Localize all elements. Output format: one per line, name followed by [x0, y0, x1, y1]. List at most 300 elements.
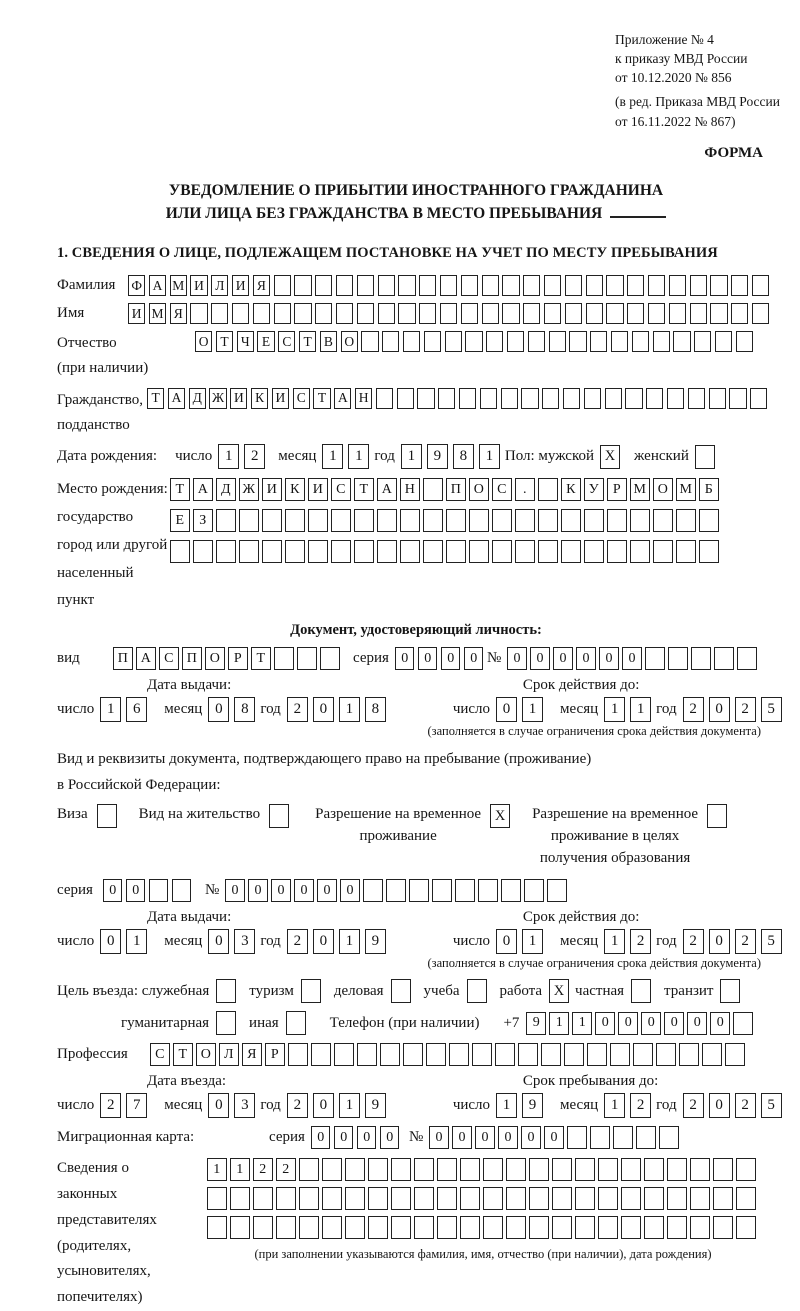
char-cell[interactable]	[288, 1043, 308, 1066]
char-cell[interactable]: Е	[257, 331, 274, 352]
char-cell[interactable]	[299, 1158, 319, 1181]
char-cell[interactable]: 0	[496, 929, 517, 954]
char-cell[interactable]: 0	[311, 1126, 331, 1149]
char-cell[interactable]	[354, 509, 374, 532]
char-cell[interactable]	[694, 331, 711, 352]
char-cell[interactable]	[502, 275, 519, 296]
char-cell[interactable]	[690, 303, 707, 324]
purpose-other-checkbox[interactable]	[286, 1011, 306, 1035]
char-cell[interactable]	[587, 1043, 607, 1066]
sex-female-checkbox[interactable]	[695, 445, 715, 469]
char-cell[interactable]: 1	[630, 697, 651, 722]
char-cell[interactable]: Т	[173, 1043, 193, 1066]
char-cell[interactable]	[239, 509, 259, 532]
char-cell[interactable]	[469, 540, 489, 563]
char-cell[interactable]: 2	[253, 1158, 273, 1181]
char-cell[interactable]	[424, 331, 441, 352]
char-cell[interactable]	[232, 303, 249, 324]
char-cell[interactable]	[417, 388, 434, 409]
char-cell[interactable]: 0	[357, 1126, 377, 1149]
char-cell[interactable]: 5	[761, 1093, 782, 1118]
char-cell[interactable]	[598, 1187, 618, 1210]
char-cell[interactable]: Р	[607, 478, 627, 501]
char-cell[interactable]	[549, 331, 566, 352]
char-cell[interactable]	[688, 388, 705, 409]
purpose-work-checkbox[interactable]: X	[549, 979, 569, 1003]
char-cell[interactable]	[445, 331, 462, 352]
char-cell[interactable]: Я	[170, 303, 187, 324]
char-cell[interactable]	[630, 509, 650, 532]
char-cell[interactable]: 1	[479, 444, 500, 469]
char-cell[interactable]	[523, 275, 540, 296]
char-cell[interactable]	[446, 540, 466, 563]
char-cell[interactable]: 0	[576, 647, 596, 670]
purpose-study-checkbox[interactable]	[467, 979, 487, 1003]
char-cell[interactable]	[501, 388, 518, 409]
char-cell[interactable]	[170, 540, 190, 563]
char-cell[interactable]: И	[128, 303, 145, 324]
char-cell[interactable]	[262, 509, 282, 532]
char-cell[interactable]	[669, 303, 686, 324]
char-cell[interactable]	[515, 509, 535, 532]
char-cell[interactable]	[469, 509, 489, 532]
char-cell[interactable]: 1	[218, 444, 239, 469]
char-cell[interactable]: 1	[522, 697, 543, 722]
char-cell[interactable]: П	[182, 647, 202, 670]
char-cell[interactable]	[331, 509, 351, 532]
char-cell[interactable]	[322, 1158, 342, 1181]
char-cell[interactable]: 0	[710, 1012, 730, 1035]
char-cell[interactable]	[331, 540, 351, 563]
char-cell[interactable]	[714, 647, 734, 670]
char-cell[interactable]: 0	[340, 879, 360, 902]
purpose-private-checkbox[interactable]	[631, 979, 651, 1003]
char-cell[interactable]: А	[334, 388, 351, 409]
char-cell[interactable]	[285, 540, 305, 563]
char-cell[interactable]	[667, 1187, 687, 1210]
char-cell[interactable]: Я	[253, 275, 270, 296]
char-cell[interactable]	[636, 1126, 656, 1149]
char-cell[interactable]	[460, 1158, 480, 1181]
char-cell[interactable]	[334, 1043, 354, 1066]
char-cell[interactable]	[345, 1158, 365, 1181]
char-cell[interactable]	[230, 1187, 250, 1210]
char-cell[interactable]	[598, 1216, 618, 1239]
char-cell[interactable]	[414, 1216, 434, 1239]
char-cell[interactable]	[552, 1187, 572, 1210]
char-cell[interactable]	[274, 275, 291, 296]
char-cell[interactable]	[669, 275, 686, 296]
char-cell[interactable]: 2	[100, 1093, 121, 1118]
char-cell[interactable]: Л	[219, 1043, 239, 1066]
char-cell[interactable]: Т	[147, 388, 164, 409]
char-cell[interactable]	[230, 1216, 250, 1239]
char-cell[interactable]: 8	[234, 697, 255, 722]
char-cell[interactable]	[276, 1187, 296, 1210]
char-cell[interactable]: 0	[709, 1093, 730, 1118]
char-cell[interactable]: 0	[553, 647, 573, 670]
char-cell[interactable]: 0	[100, 929, 121, 954]
char-cell[interactable]	[506, 1216, 526, 1239]
char-cell[interactable]	[538, 509, 558, 532]
char-cell[interactable]	[377, 540, 397, 563]
char-cell[interactable]	[575, 1216, 595, 1239]
char-cell[interactable]	[495, 1043, 515, 1066]
char-cell[interactable]	[193, 540, 213, 563]
char-cell[interactable]	[440, 303, 457, 324]
char-cell[interactable]	[380, 1043, 400, 1066]
char-cell[interactable]: А	[377, 478, 397, 501]
char-cell[interactable]	[713, 1158, 733, 1181]
char-cell[interactable]: 0	[334, 1126, 354, 1149]
char-cell[interactable]: 3	[234, 1093, 255, 1118]
char-cell[interactable]	[274, 647, 294, 670]
char-cell[interactable]: 0	[498, 1126, 518, 1149]
purpose-transit-checkbox[interactable]	[720, 979, 740, 1003]
char-cell[interactable]	[690, 1158, 710, 1181]
char-cell[interactable]	[403, 1043, 423, 1066]
char-cell[interactable]	[521, 388, 538, 409]
char-cell[interactable]: 6	[126, 697, 147, 722]
char-cell[interactable]: Т	[170, 478, 190, 501]
char-cell[interactable]	[274, 303, 291, 324]
char-cell[interactable]	[667, 388, 684, 409]
char-cell[interactable]	[733, 1012, 753, 1035]
char-cell[interactable]	[676, 509, 696, 532]
char-cell[interactable]	[478, 879, 498, 902]
char-cell[interactable]	[492, 540, 512, 563]
char-cell[interactable]	[691, 647, 711, 670]
char-cell[interactable]	[378, 275, 395, 296]
char-cell[interactable]	[397, 388, 414, 409]
char-cell[interactable]: Р	[228, 647, 248, 670]
char-cell[interactable]	[538, 478, 558, 501]
char-cell[interactable]	[552, 1216, 572, 1239]
char-cell[interactable]: 0	[294, 879, 314, 902]
char-cell[interactable]	[239, 540, 259, 563]
char-cell[interactable]	[575, 1187, 595, 1210]
char-cell[interactable]: Н	[400, 478, 420, 501]
char-cell[interactable]: 3	[234, 929, 255, 954]
char-cell[interactable]	[752, 275, 769, 296]
char-cell[interactable]	[736, 1216, 756, 1239]
char-cell[interactable]	[605, 388, 622, 409]
char-cell[interactable]	[438, 388, 455, 409]
char-cell[interactable]	[656, 1043, 676, 1066]
char-cell[interactable]: 0	[599, 647, 619, 670]
visa-checkbox[interactable]	[97, 804, 117, 828]
char-cell[interactable]: К	[285, 478, 305, 501]
char-cell[interactable]	[690, 275, 707, 296]
char-cell[interactable]	[483, 1158, 503, 1181]
char-cell[interactable]	[377, 509, 397, 532]
char-cell[interactable]: 0	[641, 1012, 661, 1035]
char-cell[interactable]	[668, 647, 688, 670]
char-cell[interactable]: И	[190, 275, 207, 296]
char-cell[interactable]	[357, 275, 374, 296]
char-cell[interactable]: А	[193, 478, 213, 501]
char-cell[interactable]	[460, 1216, 480, 1239]
char-cell[interactable]: 1	[496, 1093, 517, 1118]
char-cell[interactable]: О	[341, 331, 358, 352]
char-cell[interactable]: Т	[313, 388, 330, 409]
char-cell[interactable]: 0	[475, 1126, 495, 1149]
char-cell[interactable]: З	[193, 509, 213, 532]
char-cell[interactable]: 1	[100, 697, 121, 722]
char-cell[interactable]	[750, 388, 767, 409]
char-cell[interactable]	[667, 1216, 687, 1239]
char-cell[interactable]: 1	[339, 1093, 360, 1118]
char-cell[interactable]	[725, 1043, 745, 1066]
char-cell[interactable]	[702, 1043, 722, 1066]
char-cell[interactable]	[419, 303, 436, 324]
char-cell[interactable]	[419, 275, 436, 296]
purpose-official-checkbox[interactable]	[216, 979, 236, 1003]
char-cell[interactable]	[437, 1187, 457, 1210]
char-cell[interactable]	[713, 1216, 733, 1239]
char-cell[interactable]	[483, 1187, 503, 1210]
char-cell[interactable]	[398, 275, 415, 296]
char-cell[interactable]: 1	[572, 1012, 592, 1035]
char-cell[interactable]: 1	[207, 1158, 227, 1181]
char-cell[interactable]	[523, 303, 540, 324]
char-cell[interactable]	[632, 331, 649, 352]
char-cell[interactable]: Л	[211, 275, 228, 296]
char-cell[interactable]	[667, 1158, 687, 1181]
char-cell[interactable]	[276, 1216, 296, 1239]
char-cell[interactable]: Т	[299, 331, 316, 352]
char-cell[interactable]: 9	[522, 1093, 543, 1118]
char-cell[interactable]: 9	[427, 444, 448, 469]
char-cell[interactable]	[253, 1216, 273, 1239]
char-cell[interactable]: В	[320, 331, 337, 352]
char-cell[interactable]	[575, 1158, 595, 1181]
char-cell[interactable]	[172, 879, 192, 902]
char-cell[interactable]	[646, 388, 663, 409]
char-cell[interactable]	[584, 509, 604, 532]
char-cell[interactable]	[391, 1187, 411, 1210]
char-cell[interactable]: Н	[355, 388, 372, 409]
char-cell[interactable]: 1	[348, 444, 369, 469]
char-cell[interactable]	[506, 1187, 526, 1210]
char-cell[interactable]	[610, 1043, 630, 1066]
char-cell[interactable]: 1	[522, 929, 543, 954]
char-cell[interactable]: 2	[287, 929, 308, 954]
char-cell[interactable]	[565, 275, 582, 296]
char-cell[interactable]	[524, 879, 544, 902]
char-cell[interactable]: 0	[507, 647, 527, 670]
char-cell[interactable]	[607, 540, 627, 563]
char-cell[interactable]	[449, 1043, 469, 1066]
char-cell[interactable]: С	[331, 478, 351, 501]
char-cell[interactable]: 8	[365, 697, 386, 722]
char-cell[interactable]	[480, 388, 497, 409]
char-cell[interactable]: О	[653, 478, 673, 501]
char-cell[interactable]: О	[196, 1043, 216, 1066]
char-cell[interactable]: К	[561, 478, 581, 501]
char-cell[interactable]	[518, 1043, 538, 1066]
char-cell[interactable]: 0	[103, 879, 123, 902]
char-cell[interactable]: О	[195, 331, 212, 352]
char-cell[interactable]: 2	[630, 1093, 651, 1118]
char-cell[interactable]	[607, 509, 627, 532]
char-cell[interactable]	[149, 879, 169, 902]
char-cell[interactable]	[606, 303, 623, 324]
char-cell[interactable]	[382, 331, 399, 352]
char-cell[interactable]: Д	[189, 388, 206, 409]
char-cell[interactable]	[398, 303, 415, 324]
char-cell[interactable]: Т	[251, 647, 271, 670]
char-cell[interactable]: М	[676, 478, 696, 501]
char-cell[interactable]	[625, 388, 642, 409]
char-cell[interactable]	[354, 540, 374, 563]
char-cell[interactable]: .	[515, 478, 535, 501]
char-cell[interactable]: 2	[276, 1158, 296, 1181]
char-cell[interactable]: Ж	[239, 478, 259, 501]
char-cell[interactable]	[709, 388, 726, 409]
char-cell[interactable]: 1	[126, 929, 147, 954]
char-cell[interactable]: К	[251, 388, 268, 409]
char-cell[interactable]	[627, 303, 644, 324]
edu-permit-checkbox[interactable]	[707, 804, 727, 828]
char-cell[interactable]	[507, 331, 524, 352]
char-cell[interactable]	[336, 275, 353, 296]
char-cell[interactable]	[561, 540, 581, 563]
char-cell[interactable]: 0	[126, 879, 146, 902]
char-cell[interactable]	[648, 275, 665, 296]
temp-permit-checkbox[interactable]: X	[490, 804, 510, 828]
char-cell[interactable]	[368, 1158, 388, 1181]
char-cell[interactable]	[565, 303, 582, 324]
char-cell[interactable]	[538, 540, 558, 563]
char-cell[interactable]	[308, 509, 328, 532]
char-cell[interactable]	[644, 1158, 664, 1181]
char-cell[interactable]	[653, 540, 673, 563]
char-cell[interactable]	[644, 1216, 664, 1239]
char-cell[interactable]	[544, 275, 561, 296]
char-cell[interactable]: 2	[630, 929, 651, 954]
char-cell[interactable]	[216, 509, 236, 532]
char-cell[interactable]: П	[113, 647, 133, 670]
char-cell[interactable]: Е	[170, 509, 190, 532]
char-cell[interactable]: 0	[464, 647, 484, 670]
char-cell[interactable]: 0	[380, 1126, 400, 1149]
char-cell[interactable]: 0	[618, 1012, 638, 1035]
char-cell[interactable]: 0	[530, 647, 550, 670]
char-cell[interactable]: 0	[208, 697, 229, 722]
char-cell[interactable]	[502, 303, 519, 324]
char-cell[interactable]	[544, 303, 561, 324]
char-cell[interactable]: 1	[604, 1093, 625, 1118]
char-cell[interactable]: И	[272, 388, 289, 409]
char-cell[interactable]	[285, 509, 305, 532]
char-cell[interactable]	[253, 1187, 273, 1210]
char-cell[interactable]	[659, 1126, 679, 1149]
char-cell[interactable]: 1	[549, 1012, 569, 1035]
char-cell[interactable]	[736, 331, 753, 352]
char-cell[interactable]: 0	[664, 1012, 684, 1035]
char-cell[interactable]: 2	[683, 1093, 704, 1118]
char-cell[interactable]: 1	[339, 697, 360, 722]
char-cell[interactable]	[483, 1216, 503, 1239]
char-cell[interactable]	[322, 1187, 342, 1210]
char-cell[interactable]: Я	[242, 1043, 262, 1066]
char-cell[interactable]	[299, 1187, 319, 1210]
char-cell[interactable]: Д	[216, 478, 236, 501]
char-cell[interactable]: 1	[230, 1158, 250, 1181]
char-cell[interactable]	[648, 303, 665, 324]
char-cell[interactable]	[611, 331, 628, 352]
char-cell[interactable]	[586, 275, 603, 296]
char-cell[interactable]	[633, 1043, 653, 1066]
char-cell[interactable]	[676, 540, 696, 563]
char-cell[interactable]: М	[170, 275, 187, 296]
char-cell[interactable]	[308, 540, 328, 563]
char-cell[interactable]: 0	[225, 879, 245, 902]
char-cell[interactable]	[606, 275, 623, 296]
char-cell[interactable]: 9	[365, 1093, 386, 1118]
char-cell[interactable]: А	[149, 275, 166, 296]
char-cell[interactable]	[584, 388, 601, 409]
char-cell[interactable]	[440, 275, 457, 296]
char-cell[interactable]	[529, 1216, 549, 1239]
char-cell[interactable]	[482, 275, 499, 296]
char-cell[interactable]	[547, 879, 567, 902]
char-cell[interactable]	[294, 303, 311, 324]
char-cell[interactable]	[336, 303, 353, 324]
char-cell[interactable]: Т	[354, 478, 374, 501]
char-cell[interactable]	[446, 509, 466, 532]
char-cell[interactable]: 5	[761, 929, 782, 954]
char-cell[interactable]	[710, 275, 727, 296]
char-cell[interactable]: 0	[521, 1126, 541, 1149]
char-cell[interactable]	[564, 1043, 584, 1066]
char-cell[interactable]	[437, 1216, 457, 1239]
char-cell[interactable]	[461, 275, 478, 296]
char-cell[interactable]	[644, 1187, 664, 1210]
char-cell[interactable]	[386, 879, 406, 902]
char-cell[interactable]	[621, 1158, 641, 1181]
char-cell[interactable]	[673, 331, 690, 352]
char-cell[interactable]: 0	[313, 929, 334, 954]
char-cell[interactable]: А	[168, 388, 185, 409]
char-cell[interactable]	[710, 303, 727, 324]
char-cell[interactable]: 2	[735, 697, 756, 722]
char-cell[interactable]	[294, 275, 311, 296]
char-cell[interactable]	[423, 540, 443, 563]
char-cell[interactable]	[378, 303, 395, 324]
char-cell[interactable]: 0	[687, 1012, 707, 1035]
char-cell[interactable]	[541, 1043, 561, 1066]
char-cell[interactable]: С	[293, 388, 310, 409]
char-cell[interactable]	[363, 879, 383, 902]
char-cell[interactable]	[736, 1187, 756, 1210]
char-cell[interactable]	[528, 331, 545, 352]
char-cell[interactable]	[361, 331, 378, 352]
char-cell[interactable]: 0	[429, 1126, 449, 1149]
char-cell[interactable]	[752, 303, 769, 324]
char-cell[interactable]	[584, 540, 604, 563]
char-cell[interactable]	[426, 1043, 446, 1066]
char-cell[interactable]	[414, 1187, 434, 1210]
char-cell[interactable]	[486, 331, 503, 352]
char-cell[interactable]: 9	[526, 1012, 546, 1035]
char-cell[interactable]	[253, 303, 270, 324]
char-cell[interactable]	[715, 331, 732, 352]
char-cell[interactable]	[368, 1187, 388, 1210]
char-cell[interactable]: 1	[604, 697, 625, 722]
char-cell[interactable]: 0	[208, 929, 229, 954]
